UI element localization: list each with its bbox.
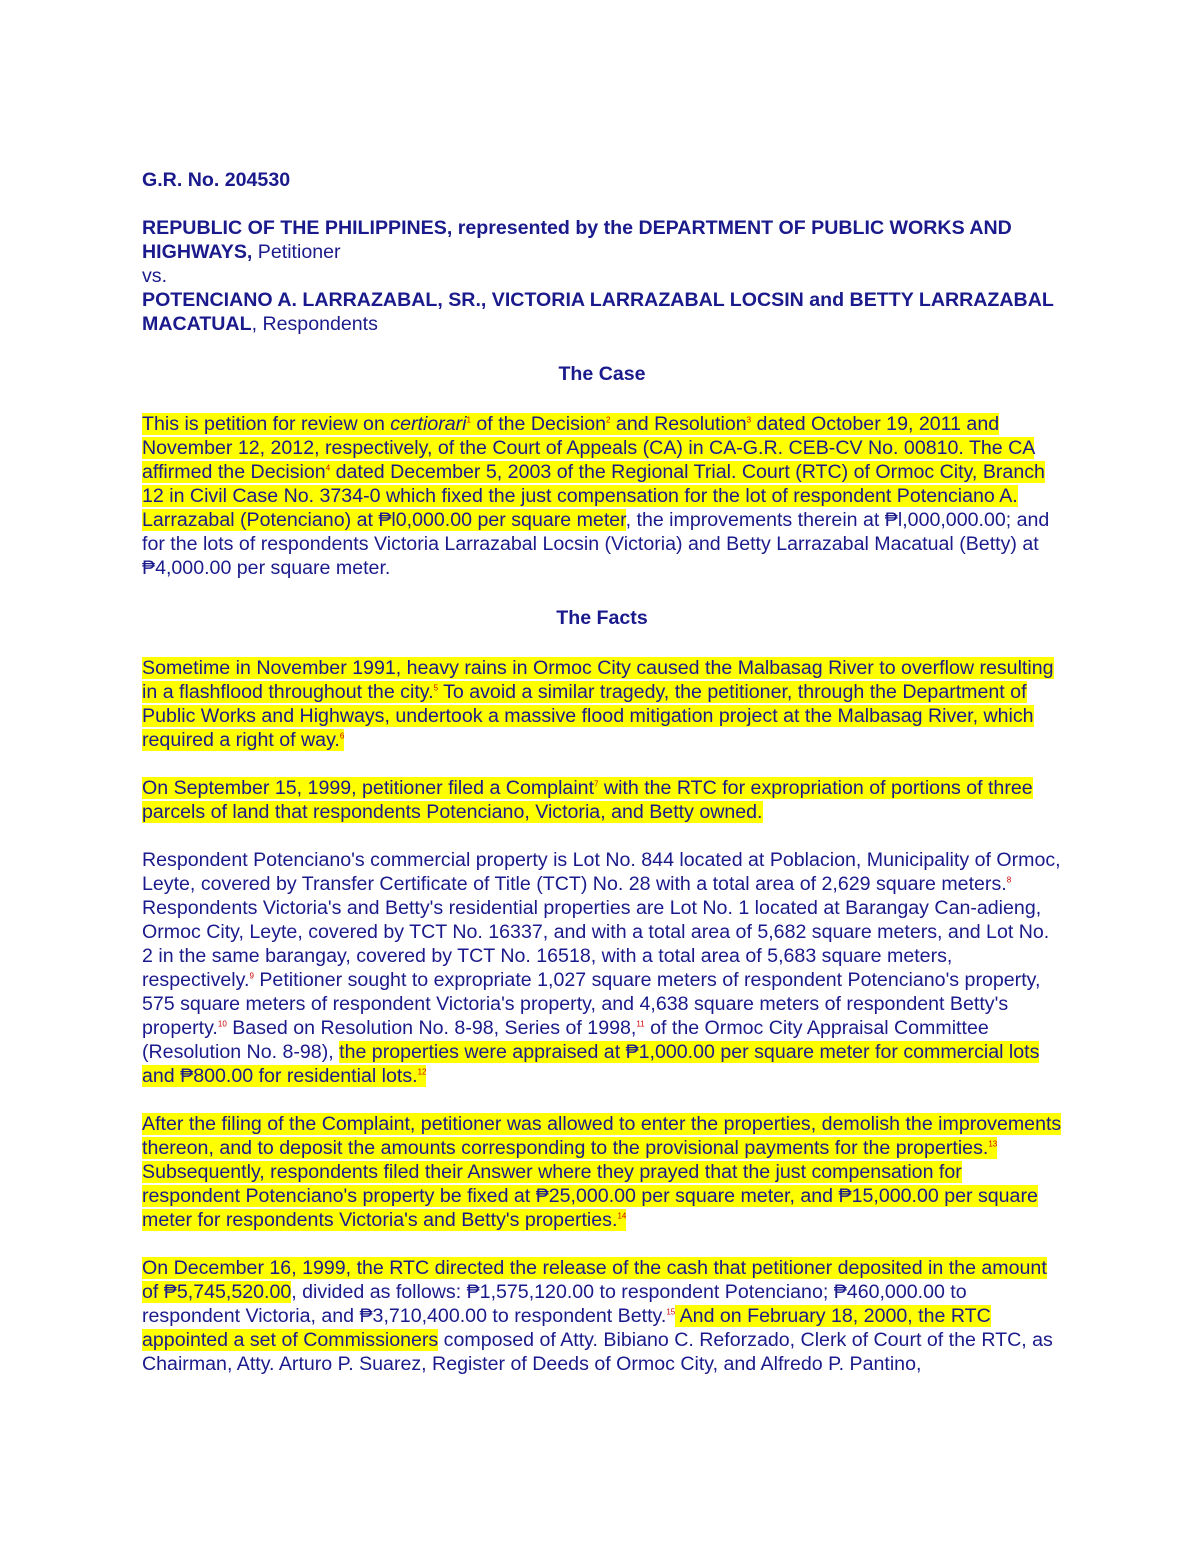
text-run: , the improvements therein at ₱l,000,000.00; and for the lots of respondents Victoria Larrazabal Locsin (Victoria) and Betty Larrazabal Macatual (Betty) at ₱4,000.00 per square meter. bbox=[142, 509, 1050, 579]
footnote-link[interactable]: 7 bbox=[594, 779, 599, 789]
text-run: of the Decision bbox=[470, 413, 607, 435]
text-run: , divided as follows: ₱1,575,120.00 to respondent Potenciano; ₱460,000.00 to respondent Victoria, and ₱3,710,400.00 to respondent Betty. bbox=[142, 1281, 967, 1327]
heading-the-case: The Case bbox=[558, 363, 646, 385]
text-run: and Resolution bbox=[610, 413, 747, 435]
text-run: After the filing of the Complaint, petitioner was allowed to enter the properties, demolish the improvements thereon, and to deposit the amounts corresponding to the provisional payments for the properties. bbox=[142, 1113, 1062, 1159]
case-parties bbox=[142, 216, 1062, 336]
text-run: with the RTC for expropriation of portions of three parcels of land that respondents Potenciano, Victoria, and Betty owned. bbox=[142, 777, 1033, 823]
text-run: This is petition for review on bbox=[142, 413, 391, 435]
footnote-link[interactable]: 15 bbox=[666, 1307, 676, 1317]
paragraph-case bbox=[142, 412, 1062, 580]
heading-the-facts: The Facts bbox=[556, 607, 648, 629]
text-run: On September 15, 1999, petitioner filed a Complaint bbox=[142, 777, 595, 799]
paragraph-facts-1 bbox=[142, 656, 1062, 752]
petitioner-name: REPUBLIC OF THE PHILIPPINES, represented by the DEPARTMENT OF PUBLIC WORKS AND HIGHWAYS, bbox=[142, 217, 1012, 263]
text-run: Respondents Victoria's and Betty's residential properties are Lot No. 1 located at Barangay Can-adieng, Ormoc City, Leyte, covered by TCT No. 16337, and with a total area of 5,682 square meters, and Lot No. 2 in the same barangay, covered by TCT No. 16518, with a total area of 5,683 square meters, respectively. bbox=[142, 897, 1050, 991]
text-run: dated October 19, 2011 and November 12, 2012, respectively, of the Court of Appeals (CA) in CA-G.R. CEB-CV No. 00810. The CA affirmed the Decision bbox=[142, 413, 1035, 483]
paragraph-facts-5 bbox=[142, 1256, 1062, 1376]
gr-number: G.R. No. 204530 bbox=[142, 169, 291, 191]
footnote-link[interactable]: 6 bbox=[339, 731, 345, 741]
text-run: Respondent Potenciano's commercial property is Lot No. 844 located at Poblacion, Municipality of Ormoc, Leyte, covered by Transfer Certificate of Title (TCT) No. 28 with a total area of 2,629 square meters. bbox=[142, 849, 1061, 895]
footnote-link[interactable]: 9 bbox=[249, 971, 254, 981]
footnote-link[interactable]: 10 bbox=[217, 1019, 227, 1029]
highlighted-text: And on February 18, 2000, the RTC appointed a set of Commissioners bbox=[142, 1305, 991, 1351]
text-run: Subsequently, respondents filed their Answer where they prayed that the just compensation for respondent Potenciano's property be fixed at ₱25,000.00 per square meter, and ₱15,000.00 per square meter for respondents Victoria's and Betty's properties. bbox=[142, 1161, 1038, 1231]
footnote-link[interactable]: 13 bbox=[988, 1139, 998, 1149]
footnote-link[interactable]: 11 bbox=[636, 1019, 645, 1029]
text-run: dated December 5, 2003 of the Regional Trial. Court (RTC) of Ormoc City, Branch 12 in Civil Case No. 3734-0 which fixed the just compensation for the lot of respondent Potenciano A. Larrazabal (Potenciano) at ₱l0,000.00 per square meter bbox=[142, 461, 1045, 531]
text-run: composed of Atty. Bibiano C. Reforzado, Clerk of Court of the RTC, as Chairman, Atty. Arturo P. Suarez, Register of Deeds of Ormoc City, and Alfredo P. Pantino, bbox=[142, 1329, 1053, 1375]
footnote-link[interactable]: 14 bbox=[617, 1211, 627, 1221]
footnote-link[interactable]: 5 bbox=[433, 683, 439, 693]
respondents-name: POTENCIANO A. LARRAZABAL, SR., VICTORIA LARRAZABAL LOCSIN and BETTY LARRAZABAL MACATUAL bbox=[142, 289, 1054, 335]
text-run: Petitioner sought to expropriate 1,027 square meters of respondent Potenciano's property, 575 square meters of respondent Victoria's property, and 4,638 square meters of respondent Betty's property. bbox=[142, 969, 1041, 1039]
petitioner-role: Petitioner bbox=[252, 241, 341, 263]
text-run: the properties were appraised at ₱1,000.00 per square meter for commercial lots and ₱800.00 for residential lots. bbox=[142, 1041, 1040, 1087]
paragraph-facts-4 bbox=[142, 1112, 1062, 1232]
text-run: of the Ormoc City Appraisal Committee (Resolution No. 8-98), bbox=[142, 1017, 989, 1063]
highlighted-text bbox=[142, 1113, 1061, 1231]
paragraph-facts-2 bbox=[142, 776, 1062, 824]
footnote-link[interactable]: 3 bbox=[746, 415, 752, 425]
footnote-link[interactable]: 8 bbox=[1006, 875, 1012, 885]
footnote-link[interactable]: 2 bbox=[606, 415, 611, 425]
footnote-link[interactable]: 12 bbox=[417, 1067, 427, 1077]
versus-text: vs. bbox=[142, 265, 168, 287]
text-run: Sometime in November 1991, heavy rains in Ormoc City caused the Malbasag River to overflow resulting in a flashflood throughout the city. bbox=[142, 657, 1054, 703]
respondents-line bbox=[142, 288, 1062, 336]
paragraph-facts-3 bbox=[142, 848, 1062, 1088]
text-run: To avoid a similar tragedy, the petitioner, through the Department of Public Works and Highways, undertook a massive flood mitigation project at the Malbasag River, which required a right of way. bbox=[142, 681, 1034, 751]
document-body bbox=[142, 168, 1062, 1400]
highlighted-text bbox=[142, 657, 1054, 751]
footnote-link[interactable]: 1 bbox=[466, 415, 471, 425]
italic-term: certiorari bbox=[390, 413, 467, 435]
footnote-link[interactable]: 4 bbox=[325, 463, 331, 473]
petitioner-line bbox=[142, 216, 1062, 264]
highlighted-text: On December 16, 1999, the RTC directed the release of the cash that petitioner deposited in the amount of ₱5,745,520.00 bbox=[142, 1257, 1047, 1303]
respondents-role: , Respondents bbox=[251, 313, 378, 335]
text-run: Based on Resolution No. 8-98, Series of 1998, bbox=[226, 1017, 637, 1039]
highlighted-text bbox=[142, 777, 1033, 823]
